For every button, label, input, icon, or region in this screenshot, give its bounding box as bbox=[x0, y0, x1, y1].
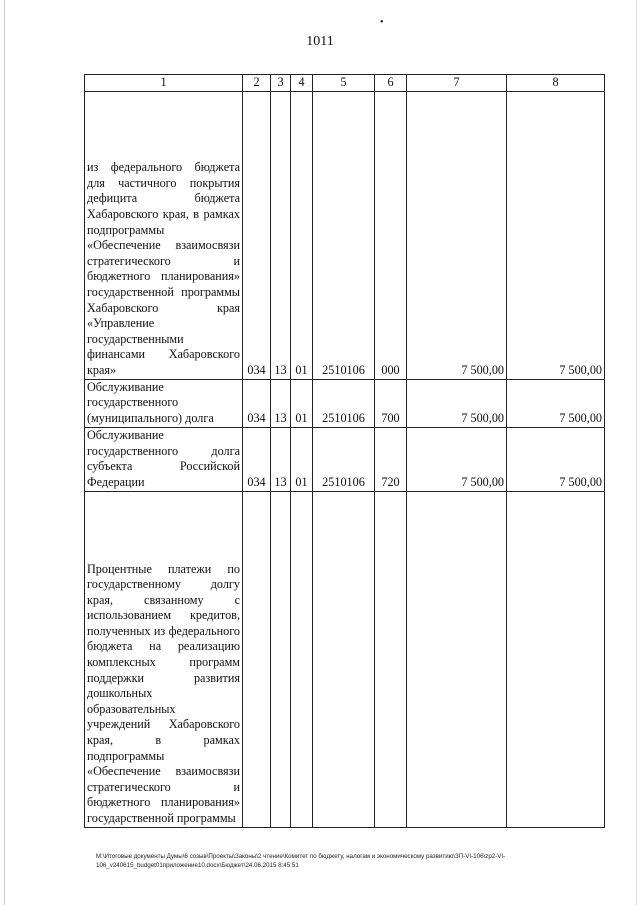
page-number: 1011 bbox=[306, 34, 334, 49]
document-path-footer: M:\Итоговые документы Думы\6 созыв\Проекты\Законы\2 чтение\Комитет по бюджету, налогам и экономическому развитию\ЗП-VI-106\zp2-VI-106_v240615_budget01приложение10.docx\Бюджет\24.06.2015 8:45:51 bbox=[96, 853, 506, 869]
cell-amount-2: 7 500,00 bbox=[507, 427, 605, 491]
cell-amount-2 bbox=[507, 491, 605, 827]
cell-expense-type: 720 bbox=[375, 427, 407, 491]
cell-subsection: 01 bbox=[291, 379, 313, 427]
column-header-8: 8 bbox=[507, 75, 605, 92]
cell-expense-type: 000 bbox=[375, 91, 407, 379]
table-row bbox=[85, 491, 605, 827]
cell-ministry-code: 034 bbox=[243, 91, 271, 379]
cell-amount-1: 7 500,00 bbox=[407, 379, 507, 427]
row-description: Процентные платежи по государственному долгу края, связанному с использованием кредитов, полученных из федерального бюджета на реализацию комплексных программ поддержки развития дошкольных образовательных учреждений Хабаровского края, в рамках подпрограммы «Обеспечение взаимосвязи стратегического и бюджетного планирования» государственной программы bbox=[85, 491, 243, 827]
cell-amount-1: 7 500,00 bbox=[407, 91, 507, 379]
cell-section: 13 bbox=[271, 379, 291, 427]
scan-edge-right bbox=[636, 0, 637, 905]
cell-target-article: 2510106 bbox=[313, 427, 375, 491]
cell-section: 13 bbox=[271, 91, 291, 379]
row-description: из федерального бюджета для частичного покрытия дефицита бюджета Хабаровского края, в рамках подпрограммы «Обеспечение взаимосвязи стратегического и бюджетного планирования» государственной программы Хабаровского края «Управление государственными финансами Хабаровского края» bbox=[85, 91, 243, 379]
column-header-5: 5 bbox=[313, 75, 375, 92]
cell-ministry-code: 034 bbox=[243, 427, 271, 491]
cell-ministry-code: 034 bbox=[243, 379, 271, 427]
column-header-1: 1 bbox=[85, 75, 243, 92]
cell-amount-1 bbox=[407, 491, 507, 827]
cell-section: 13 bbox=[271, 427, 291, 491]
table-row bbox=[85, 91, 605, 379]
cell-expense-type bbox=[375, 491, 407, 827]
cell-amount-1: 7 500,00 bbox=[407, 427, 507, 491]
column-header-7: 7 bbox=[407, 75, 507, 92]
cell-amount-2: 7 500,00 bbox=[507, 91, 605, 379]
column-header-2: 2 bbox=[243, 75, 271, 92]
column-header-4: 4 bbox=[291, 75, 313, 92]
cell-amount-2: 7 500,00 bbox=[507, 379, 605, 427]
cell-subsection: 01 bbox=[291, 91, 313, 379]
cell-subsection bbox=[291, 491, 313, 827]
cell-ministry-code bbox=[243, 491, 271, 827]
cell-target-article bbox=[313, 491, 375, 827]
cell-expense-type: 700 bbox=[375, 379, 407, 427]
cell-subsection: 01 bbox=[291, 427, 313, 491]
cell-target-article: 2510106 bbox=[313, 379, 375, 427]
column-header-3: 3 bbox=[271, 75, 291, 92]
cell-target-article: 2510106 bbox=[313, 91, 375, 379]
header-row bbox=[85, 75, 605, 92]
scan-edge-left bbox=[4, 0, 5, 905]
row-description: Обслуживание государственного (муниципального) долга bbox=[85, 379, 243, 427]
table-row bbox=[85, 379, 605, 427]
column-header-6: 6 bbox=[375, 75, 407, 92]
budget-table bbox=[84, 74, 605, 828]
cell-section bbox=[271, 491, 291, 827]
table-row bbox=[85, 427, 605, 491]
page-marker: • bbox=[380, 17, 384, 28]
row-description: Обслуживание государственного долга субъекта Российской Федерации bbox=[85, 427, 243, 491]
